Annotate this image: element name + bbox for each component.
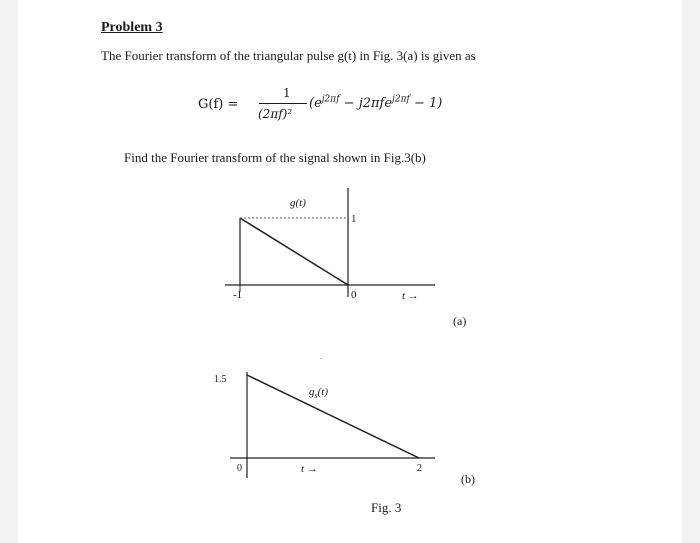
equation-numerator: 1 (283, 86, 291, 100)
figure-a (225, 188, 466, 328)
figure-a-signal-label: g(t) (290, 197, 306, 209)
problem-task: Find the Fourier transform of the signal shown in Fig.3(b) (124, 150, 426, 165)
figure-caption: Fig. 3 (371, 500, 402, 515)
figure-b-origin-label: 0 (237, 463, 242, 474)
figure-a-origin-label: 0 (351, 289, 357, 301)
figure-b-right-tick-label: 2 (417, 463, 422, 474)
figure-b-panel-label: (b) (461, 472, 475, 486)
figure-a-left-tick-label: -1 (233, 289, 243, 301)
figure-a-peak-label: 1 (351, 213, 357, 225)
figure-b-signal-label: $g_s(t)$ (309, 386, 329, 400)
equation-denominator: (2πf)² (258, 107, 293, 121)
equation-bracket: $(e^{j2\pi f} - j2\pi fe^{j2\pi f} - 1)$ (309, 95, 443, 112)
figure-b-time-arrow: t → (301, 463, 318, 475)
figure-a-triangle-slope (240, 218, 348, 285)
figure-b-peak-label: 1.5 (214, 374, 227, 385)
problem-statement: The Fourier transform of the triangular pulse g(t) in Fig. 3(a) is given as (101, 48, 476, 63)
figure-a-time-arrow: t → (402, 290, 419, 302)
problem-heading: Problem 3 (101, 20, 163, 35)
figure-b-triangle-slope (247, 375, 419, 458)
figure-b (214, 358, 475, 486)
equation-lhs: G(f) = (198, 97, 239, 112)
figure-a-panel-label: (a) (453, 314, 467, 328)
